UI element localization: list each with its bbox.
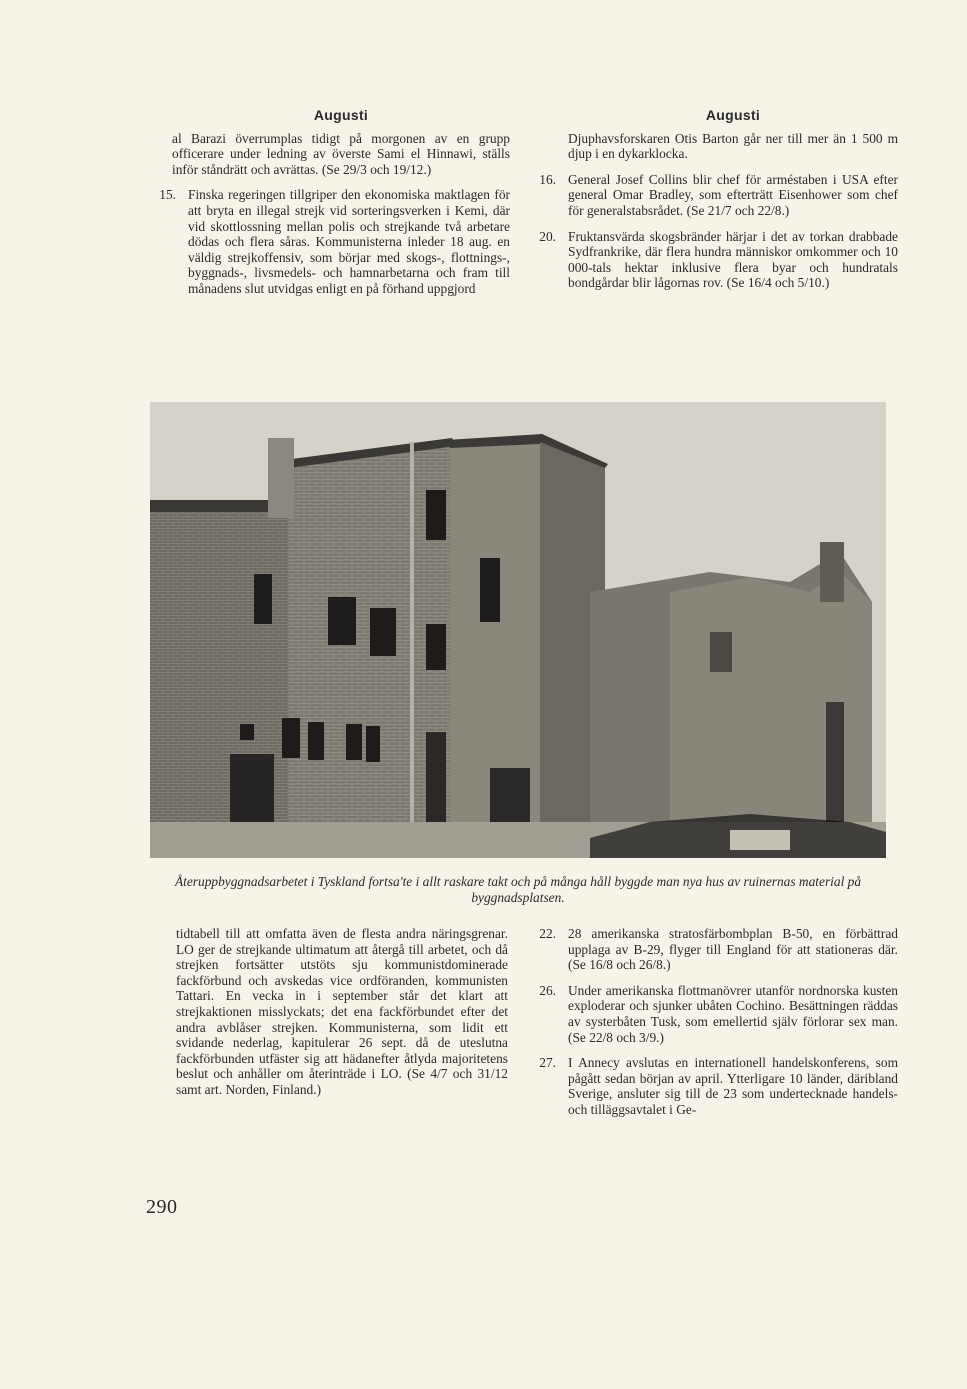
entry bbox=[528, 983, 898, 1045]
left-column-bottom bbox=[148, 926, 508, 1098]
entry bbox=[528, 926, 898, 973]
entry-text: General Josef Collins blir chef för arméstaben i USA efter general Omar Bradley, som efterträtt Eisenhower som chef för generalstabsrådet. (Se 21/7 och 22/8.) bbox=[568, 171, 898, 218]
entry-continuation: tidtabell till att omfatta även de flesta andra näringsgrenar. LO ger de strejkande ultimatum att återgå till arbetet, och då strejken fortsätter utstöts sju kommunistdominerade fackförbund och avskedas vice ordföranden, kommunisten Tattari. En vecka in i september står det klart att strejkaktionen misslyckats; det ena fackförbundet efter det andra avblåser strejken. Kommunisterna, som lidit ett svidande nederlag, kapitulerar 26 sept. då de uteslutna fackförbunden utfäster sig att hädanefter åtlyda majoritetens beslut och anhåller om återinträde i LO. (Se 4/7 och 31/12 samt art. Norden, Finland.) bbox=[176, 926, 508, 1097]
entry bbox=[528, 1055, 898, 1117]
entry-text: Fruktansvärda skogsbränder härjar i det av torkan drabbade Sydfrankrike, där flera hundra människor omkommer och 10 000-tals hektar inklusive flera byar och hundratals bondgårdar blir lågornas rov. (Se 16/4 och 5/10.) bbox=[568, 228, 898, 291]
entry-continuation: al Barazi överrumplas tidigt på morgonen av en grupp officerare under ledning av överste Sami el Hinnawi, ställs inför ståndrätt och avrättas. (Se 29/3 och 19/12.) bbox=[172, 130, 510, 177]
entry-date: 26. bbox=[539, 982, 556, 998]
entry-date: 20. bbox=[539, 228, 556, 244]
right-column-top bbox=[528, 108, 898, 301]
entry-text: I Annecy avslutas en internationell handelskonferens, som pågått sedan början av april. Ytterligare 10 länder, däribland Sverige, ansluter sig till de 23 som undertecknade handels- och tilläggsavtalet i Ge- bbox=[568, 1055, 898, 1117]
entry-text: Under amerikanska flottmanövrer utanför nordnorska kusten exploderar och sjunker ubåten Cochino. Besättningen räddas av systerbåten Tusk, som emellertid själv förlorar sex man. (Se 22/8 och 3/9.) bbox=[568, 982, 898, 1045]
right-column-bottom bbox=[528, 926, 898, 1128]
month-header: Augusti bbox=[313, 107, 369, 123]
entry bbox=[148, 187, 510, 296]
entry-date: 16. bbox=[539, 171, 556, 187]
entry-date: 22. bbox=[539, 926, 556, 941]
entry-text: 28 amerikanska stratosfärbombplan B-50, en förbättrad upplaga av B-29, flyger till England för att stationeras där. (Se 16/8 och 26/8.) bbox=[568, 926, 898, 973]
left-column-top bbox=[148, 108, 510, 307]
entry-continuation: Djuphavsforskaren Otis Barton går ner till mer än 1 500 m djup i en dykarklocka. bbox=[568, 130, 898, 162]
entry-date: 15. bbox=[159, 187, 176, 203]
entry-text: Finska regeringen tillgriper den ekonomiska maktlagen för att bryta en illegal strejk vid sorteringsverken i Kemi, där vid skottlossning mellan polis och strejkande två arbetare dödas och flera såras. Kommunisterna inleder 18 aug. en väldig strejkoffensiv, som börjar med skogs-, flottnings-, byggnads-, livsmedels- och hamnarbetarna och fram till månadens slut utvidgas enligt en på förhand uppgjord bbox=[188, 187, 510, 296]
page-number: 290 bbox=[146, 1196, 178, 1218]
entry bbox=[528, 172, 898, 219]
building-photo-illustration bbox=[150, 402, 886, 858]
entry-date: 27. bbox=[539, 1055, 556, 1071]
month-header: Augusti bbox=[705, 107, 761, 123]
entry bbox=[528, 229, 898, 291]
reconstruction-photo bbox=[150, 402, 886, 858]
photo-caption: Återuppbyggnadsarbetet i Tyskland fortsa'te i allt raskare takt och på många håll byggde man nya hus av ruinernas material på byggnadsplatsen. bbox=[174, 874, 862, 905]
